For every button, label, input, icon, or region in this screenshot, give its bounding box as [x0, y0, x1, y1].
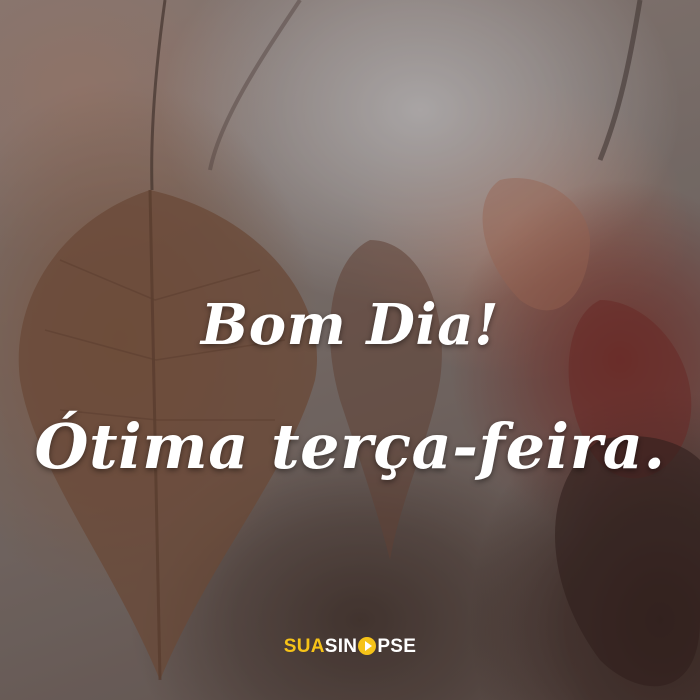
greeting-line-2: Ótima terça-feira. [34, 410, 666, 483]
brand-part-3: PSE [377, 636, 417, 657]
brand-part-1: SUA [283, 636, 325, 657]
greeting-line-1: Bom Dia! [200, 292, 500, 358]
brand-logo [0, 636, 700, 658]
play-circle-icon [358, 637, 376, 655]
brand-part-2: SIN [324, 636, 358, 657]
